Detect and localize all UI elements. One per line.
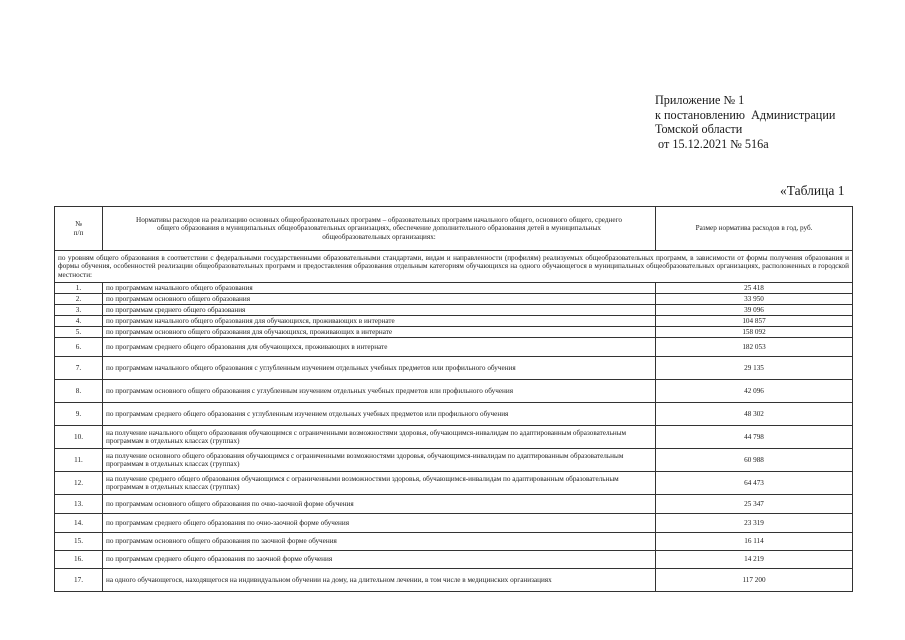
row-value: 104 857	[656, 316, 853, 327]
row-number: 5.	[55, 327, 103, 338]
header-number	[55, 207, 103, 251]
appendix-region: Томской области	[655, 122, 743, 137]
row-text: на получение начального общего образования обучающимся с ограниченными возможностями здоровья, обучающимся-инвалидам по адаптированным образовательным программам в отдельных классах (группах)	[103, 426, 656, 449]
row-text: по программам среднего общего образования с углубленным изучением отдельных учебных предметов или профильного обучения	[103, 403, 656, 426]
row-number: 3.	[55, 305, 103, 316]
row-text: по программам начального общего образования	[103, 283, 656, 294]
row-text: по программам основного общего образования	[103, 294, 656, 305]
row-number: 9.	[55, 403, 103, 426]
row-value: 25 418	[656, 283, 853, 294]
table-row	[55, 316, 853, 327]
table-row	[55, 357, 853, 380]
section-row	[55, 251, 853, 283]
row-value: 33 950	[656, 294, 853, 305]
row-text: на получение среднего общего образования обучающимся с ограниченными возможностями здоровья, обучающимся-инвалидам по адаптированным образовательным программам в отдельных классах (группах)	[103, 472, 656, 495]
table-row	[55, 305, 853, 316]
header-description: Нормативы расходов на реализацию основных общеобразовательных программ – образовательных программ начального общего, основного общего, среднего общего образования в муниципальных общеобразовательных организациях, обеспечение дополнительного образования детей в муниципальных общеобразовательных организациях:	[103, 207, 656, 251]
table-row	[55, 426, 853, 449]
appendix-heading	[655, 93, 835, 151]
row-number: 1.	[55, 283, 103, 294]
row-text: по программам среднего общего образования по заочной форме обучения	[103, 551, 656, 569]
section-text: по уровням общего образования в соответствии с федеральными государственными образовательными стандартами, видам и направленности (профилям) реализуемых общеобразовательных программ, в зависимости от формы получения образования и формы обучения, особенностей реализации общеобразовательных программ и предоставления образования отдельным категориям обучающихся на одного обучающегося в муниципальных общеобразовательных организациях, расположенных в городской местности:	[55, 251, 853, 283]
row-value: 16 114	[656, 533, 853, 551]
row-number: 2.	[55, 294, 103, 305]
row-text: на одного обучающегося, находящегося на индивидуальном обучении на дому, на длительном лечении, в том числе в медицинских организациях	[103, 569, 656, 592]
table-row	[55, 338, 853, 357]
table-label: «Таблица 1	[780, 183, 845, 198]
row-number: 11.	[55, 449, 103, 472]
row-number: 8.	[55, 380, 103, 403]
row-number: 10.	[55, 426, 103, 449]
row-value: 29 135	[656, 357, 853, 380]
appendix-reference: к постановлению Администрации	[655, 107, 836, 122]
row-value: 23 319	[656, 514, 853, 533]
row-text: по программам основного общего образования по очно-заочной форме обучения	[103, 495, 656, 514]
row-number: 15.	[55, 533, 103, 551]
row-number: 17.	[55, 569, 103, 592]
appendix-title: Приложение № 1	[655, 93, 745, 107]
norms-table	[54, 206, 853, 592]
row-text: по программам среднего общего образования по очно-заочной форме обучения	[103, 514, 656, 533]
table-row	[55, 449, 853, 472]
row-text: по программам начального общего образования для обучающихся, проживающих в интернате	[103, 316, 656, 327]
header-number-abbr: п/п	[73, 228, 84, 237]
row-number: 6.	[55, 338, 103, 357]
row-value: 48 302	[656, 403, 853, 426]
table-header-row	[55, 207, 853, 251]
appendix-date-number: от 15.12.2021 № 516а	[655, 136, 769, 151]
row-value: 14 219	[656, 551, 853, 569]
row-text: на получение основного общего образования обучающимся с ограниченными возможностями здоровья, обучающимся-инвалидам по адаптированным образовательным программам в отдельных классах (группах)	[103, 449, 656, 472]
table-row	[55, 569, 853, 592]
row-number: 14.	[55, 514, 103, 533]
row-text: по программам среднего общего образования	[103, 305, 656, 316]
row-value: 42 096	[656, 380, 853, 403]
table-row	[55, 533, 853, 551]
table-row	[55, 380, 853, 403]
row-value: 39 096	[656, 305, 853, 316]
row-value: 158 092	[656, 327, 853, 338]
table-row	[55, 403, 853, 426]
row-value: 64 473	[656, 472, 853, 495]
row-number: 4.	[55, 316, 103, 327]
table-row	[55, 294, 853, 305]
row-number: 13.	[55, 495, 103, 514]
table-row	[55, 283, 853, 294]
row-number: 12.	[55, 472, 103, 495]
table-row	[55, 472, 853, 495]
row-value: 182 053	[656, 338, 853, 357]
row-value: 60 988	[656, 449, 853, 472]
row-value: 117 200	[656, 569, 853, 592]
row-number: 16.	[55, 551, 103, 569]
table-row	[55, 514, 853, 533]
row-text: по программам начального общего образования с углубленным изучением отдельных учебных предметов или профильного обучения	[103, 357, 656, 380]
table-row	[55, 327, 853, 338]
row-value: 44 798	[656, 426, 853, 449]
row-text: по программам основного общего образования по заочной форме обучения	[103, 533, 656, 551]
header-value: Размер норматива расходов в год, руб.	[656, 207, 853, 251]
row-text: по программам среднего общего образования для обучающихся, проживающих в интернате	[103, 338, 656, 357]
row-number: 7.	[55, 357, 103, 380]
header-number-sign: №	[75, 220, 82, 229]
row-text: по программам основного общего образования с углубленным изучением отдельных учебных предметов или профильного обучения	[103, 380, 656, 403]
table-row	[55, 551, 853, 569]
row-text: по программам основного общего образования для обучающихся, проживающих в интернате	[103, 327, 656, 338]
row-value: 25 347	[656, 495, 853, 514]
table-row	[55, 495, 853, 514]
